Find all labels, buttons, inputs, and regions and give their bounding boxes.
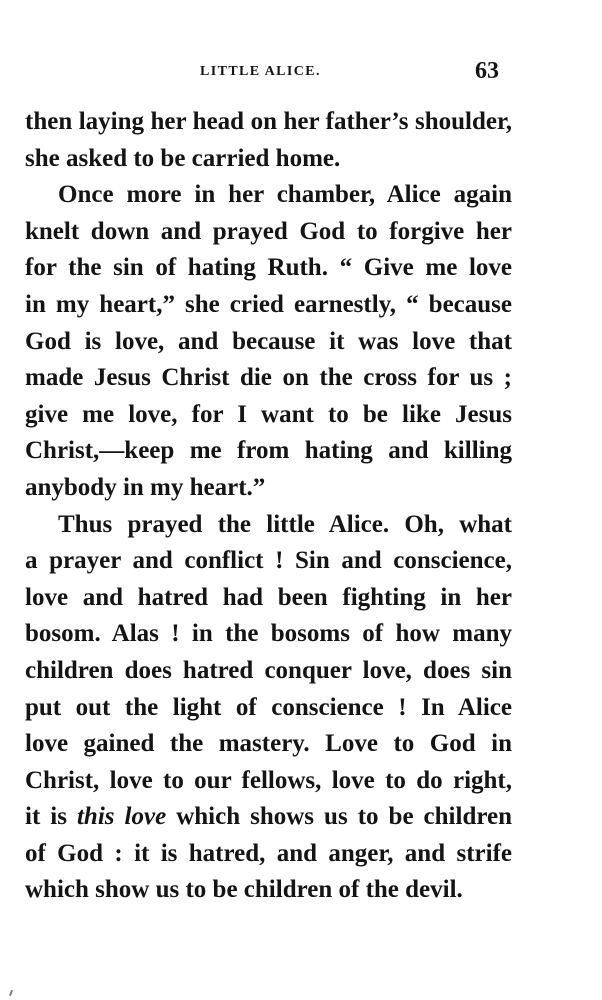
text-line: in my heart,” she cried earnestly, “ because	[25, 290, 512, 318]
text-line: love and hatred had been fighting in her	[25, 583, 512, 611]
text-line-with-italic	[25, 799, 512, 836]
text-line: anybody in my heart.”	[25, 473, 266, 501]
text-segment: which shows us to be children	[166, 803, 512, 831]
page-number: 63	[475, 58, 499, 84]
scan-mark	[9, 990, 13, 996]
text-line: she asked to be carried home.	[25, 144, 341, 172]
body-text	[25, 104, 512, 909]
text-line: Thus prayed the little Alice. Oh, what	[58, 510, 512, 538]
text-line: Once more in her chamber, Alice again	[58, 181, 512, 209]
text-line: made Jesus Christ die on the cross for us ;	[25, 364, 512, 392]
text-line: Christ,—keep me from hating and killing	[25, 437, 512, 465]
text-line: for the sin of hating Ruth. “ Give me love	[25, 254, 512, 282]
text-line: then laying her head on her father’s shoulder,	[25, 108, 512, 135]
text-line: which show us to be children of the devil.	[25, 876, 463, 904]
text-line: Christ, love to our fellows, love to do right,	[25, 766, 512, 794]
text-line: give me love, for I want to be like Jesus	[25, 400, 512, 428]
text-line: bosom. Alas ! in the bosoms of how many	[25, 620, 512, 648]
text-line: a prayer and conflict ! Sin and conscience,	[25, 547, 512, 575]
text-line: of God : it is hatred, and anger, and strife	[25, 839, 512, 867]
text-line: God is love, and because it was love that	[25, 327, 512, 355]
text-line: knelt down and prayed God to forgive her	[25, 217, 512, 245]
text-line: children does hatred conquer love, does sin	[25, 656, 512, 684]
running-title: LITTLE ALICE.	[200, 64, 321, 79]
text-line: put out the light of conscience ! In Alice	[25, 693, 512, 721]
text-segment: it is	[25, 803, 77, 831]
text-line: love gained the mastery. Love to God in	[25, 730, 512, 758]
italic-emphasis: this love	[76, 803, 167, 831]
running-head	[0, 58, 602, 88]
